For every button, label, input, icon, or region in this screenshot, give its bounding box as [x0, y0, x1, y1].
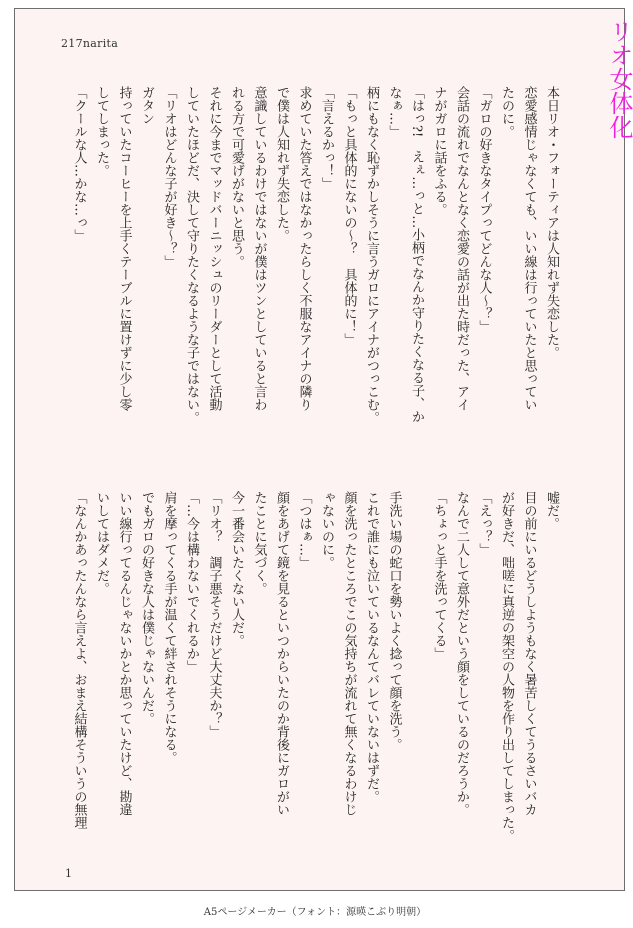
text-line: 「クールな人…かな…っ」: [71, 86, 87, 242]
text-line: 求めていた答えではなかったらしく不服なアイナの隣り: [296, 86, 312, 411]
text-line: れる方で可愛げがないと思う。: [229, 86, 244, 268]
text-line: 「リオ？ 調子悪そうだけど大丈夫か？」: [206, 491, 222, 738]
text-line: 「なんかあったんなら言えよ、おまえ結構そういうの無理: [71, 491, 87, 829]
text-line: 「リオはどんな子が好き〜？」: [161, 86, 177, 268]
text-line: でもガロの好きな人は僕じゃないんだ。: [139, 491, 154, 725]
text-line: 嘘だ。: [544, 491, 559, 530]
text-line: たことに気づく。: [251, 491, 267, 595]
text-line: 「ちょっと手を洗ってくる」: [431, 491, 447, 660]
text-line: 「ガロの好きなタイプってどんな人〜？」: [476, 86, 492, 333]
text-line: が好きだ、咄嗟に真逆の架空の人物を作り出してしまった。: [499, 491, 514, 842]
page-title: リオ女体化: [605, 19, 633, 139]
text-line: 手洗い場の蛇口を勢いよく捻って顔を洗う。: [386, 491, 402, 751]
text-line: 「言えるかっ！」: [319, 86, 334, 190]
text-line: 会話の流れでなんとなく恋愛の話が出た時だった、アイ: [454, 86, 469, 411]
text-line: 「はっ?! えぇ…っと…小柄でなんか守りたくなる子、か: [409, 86, 424, 424]
text-line: 顔を洗ったところでこの気持ちが流れて無くなるわけじ: [341, 491, 357, 816]
blank-line: [405, 491, 428, 849]
text-line: 目の前にいるどうしようもなく暑苦しくてうるさいバカ: [521, 491, 537, 816]
text-line: 恋愛感情じゃなくても、いい線は行っていたと思ってい: [521, 86, 537, 411]
author-name: 217narita: [61, 37, 119, 50]
text-line: 肩を摩ってくる手が温くて絆されそうになる。: [161, 491, 177, 764]
text-line: 「えっ？」: [476, 491, 492, 556]
text-line: していたほどだ、決して守りたくなるような子ではない。: [184, 86, 199, 424]
upper-text-column: [42, 86, 562, 444]
text-line: なぁ…」: [386, 86, 402, 138]
text-line: 今一番会いたくない人だ。: [229, 491, 244, 647]
text-line: 持っていたコーヒーを上手くテーブルに置けずに少し零: [116, 86, 132, 411]
text-line: 「つはぁ…」: [296, 491, 312, 569]
text-line: 意識しているわけではないが僕はツンとしていると言わ: [251, 86, 267, 411]
text-line: いい線行ってるんじゃないかとか思っていたけど、勘違: [116, 491, 132, 816]
text-line: で僕は人知れず失恋した。: [274, 86, 289, 242]
text-line: たのに。: [499, 86, 514, 138]
text-line: いしてはダメだ。: [94, 491, 109, 595]
text-line: 顔をあげて鏡を見るといつからいたのか背後にガロがい: [274, 491, 289, 816]
text-line: それに今までマッドバーニッシュのリーダーとして活動: [206, 86, 222, 411]
text-line: 「もっと具体的にないの〜？ 具体的に！」: [341, 86, 357, 346]
text-line: ガタン: [139, 86, 154, 125]
text-line: ナがガロに話をふる。: [431, 86, 447, 216]
text-line: 柄にもなく恥ずかしそうに言うガロにアイナがつっこむ。: [364, 86, 379, 424]
novel-page: [14, 8, 633, 891]
text-line: ゃないのに。: [319, 491, 334, 569]
text-line: なんで二人して意外だという顔をしているのだろうか。: [454, 491, 469, 816]
footer-caption: A5ページメーカー（フォント：源暎こぶり明朝）: [203, 907, 427, 918]
text-line: これで誰にも泣いているなんてバレていないはずだ。: [364, 491, 379, 803]
text-line: 本日リオ・フォーティアは人知れず失恋した。: [544, 86, 559, 359]
text-line: してしまった。: [94, 86, 109, 177]
text-line: 「…今は構わないでくれるか」: [184, 491, 199, 673]
lower-text-column: [42, 491, 562, 849]
page-number: 1: [65, 867, 72, 880]
